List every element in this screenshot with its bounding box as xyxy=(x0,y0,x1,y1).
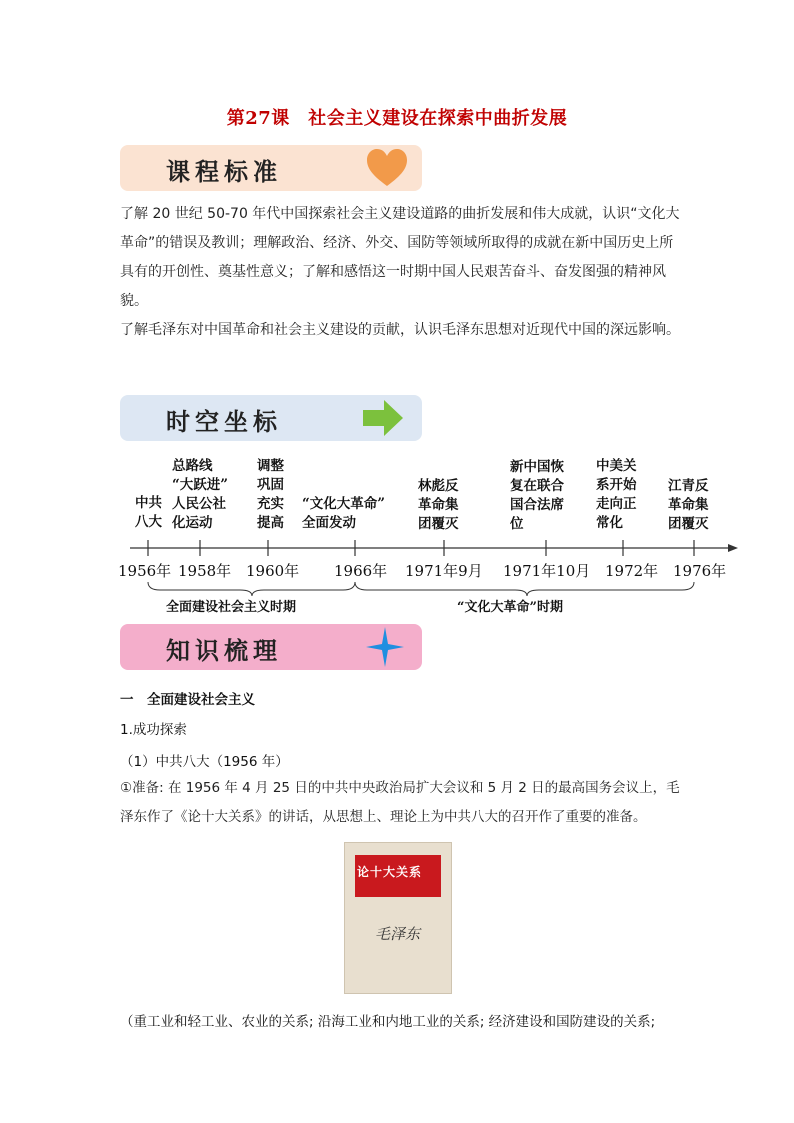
timeline-year: 1960年 xyxy=(246,562,300,580)
subsection-heading: 1.成功探索 xyxy=(120,722,187,738)
text-line: 了解 20 世纪 50-70 年代中国探索社会主义建设道路的曲折发展和伟大成就，认识“文化大 xyxy=(120,206,680,222)
course-standard-text xyxy=(120,200,685,345)
text-line: 泽东作了《论十大关系》的讲话，从思想上、理论上为中共八大的召开作了重要的准备。 xyxy=(120,809,647,825)
course-standard-banner xyxy=(120,145,422,191)
timeline-year: 1972年 xyxy=(605,562,659,580)
text-line: 革命”的错误及教训；理解政治、经济、外交、国防等领域所取得的成就在新中国历史上所 xyxy=(120,235,674,251)
heart-icon xyxy=(366,148,408,188)
text-line: 具有的开创性、奠基性意义；了解和感悟这一时期中国人民艰苦奋斗、奋发图强的精神风貌。 xyxy=(120,264,666,309)
timeline-year: 1971年10月 xyxy=(503,562,591,580)
knowledge-banner xyxy=(120,624,422,670)
banner-label: 知识梳理 xyxy=(166,637,282,665)
bottom-text: （重工业和轻工业、农业的关系; 沿海工业和内地工业的关系; 经济建设和国防建设的关系; xyxy=(120,1014,656,1030)
text-line: ①准备: 在 1956 年 4 月 25 日的中共中央政治局扩大会议和 5 月 2 日的最高国务会议上，毛 xyxy=(120,780,680,796)
timeline-year: 1956年 xyxy=(118,562,172,580)
banner-label: 时空坐标 xyxy=(166,408,282,436)
timeline-period: 全面建设社会主义时期 xyxy=(166,600,297,615)
item-heading: （1）中共八大（1956 年） xyxy=(120,754,289,770)
timeline-year: 1976年 xyxy=(673,562,727,580)
page-title: 第27课 社会主义建设在探索中曲折发展 xyxy=(226,108,568,129)
banner-label: 课程标准 xyxy=(166,158,282,186)
timeline-year: 1958年 xyxy=(178,562,232,580)
book-title: 论十大关系 xyxy=(357,865,423,879)
timeline-event: 江青反 革命集 团覆灭 xyxy=(668,478,709,532)
timeline-event: 林彪反 革命集 团覆灭 xyxy=(418,478,459,532)
timeline-event: 中美关 系开始 走向正 常化 xyxy=(596,458,637,531)
timeline-event: 新中国恢 复在联合 国合法席 位 xyxy=(510,459,564,532)
timeline-event: 总路线 “大跃进” 人民公社 化运动 xyxy=(172,458,229,531)
section-heading: 一 全面建设社会主义 xyxy=(120,692,255,708)
timeline-event: 中共 八大 xyxy=(135,495,162,530)
book-cover-image xyxy=(344,842,452,994)
timeline-year: 1966年 xyxy=(334,562,388,580)
star-icon xyxy=(366,627,404,667)
prep-paragraph xyxy=(120,774,685,832)
time-space-banner xyxy=(120,395,422,441)
timeline-event: “文化大革命” 全面发动 xyxy=(302,496,386,531)
timeline-period: “文化大革命”时期 xyxy=(457,600,563,615)
arrow-right-icon xyxy=(362,399,404,437)
book-author-signature: 毛泽东 xyxy=(375,925,421,943)
text-line: 了解毛泽东对中国革命和社会主义建设的贡献，认识毛泽东思想对近现代中国的深远影响。 xyxy=(120,322,680,338)
timeline-year: 1971年9月 xyxy=(405,562,483,580)
timeline-event: 调整 巩固 充实 提高 xyxy=(257,458,284,531)
